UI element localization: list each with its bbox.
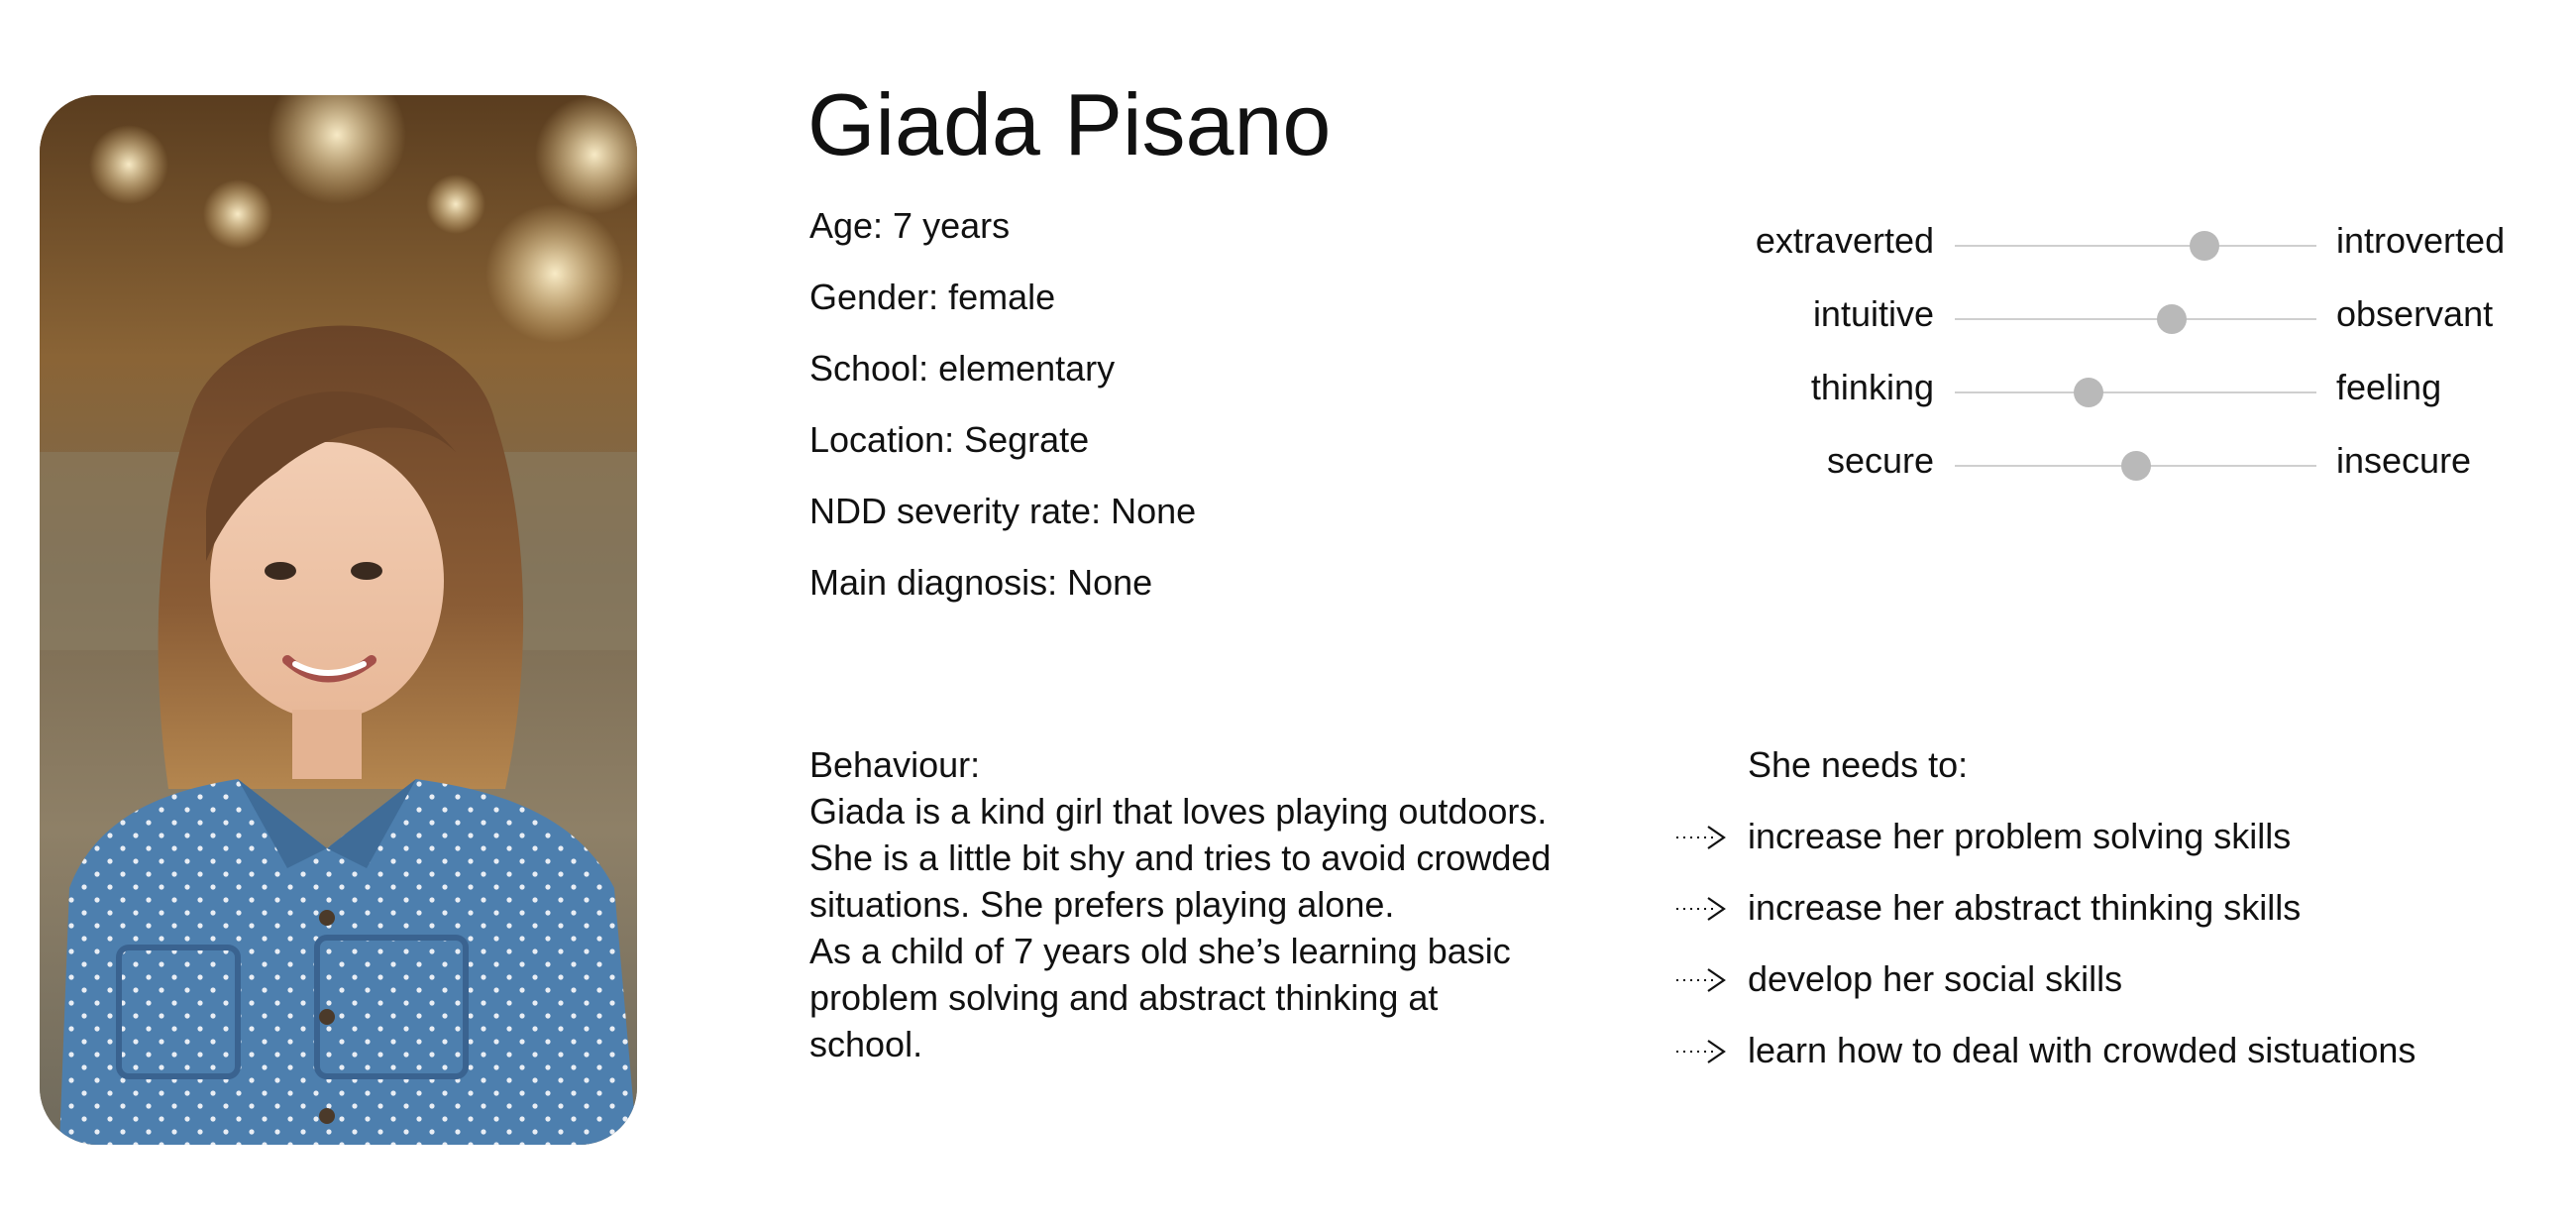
trait-left-label: intuitive bbox=[1812, 293, 1934, 334]
trait-knob bbox=[2074, 378, 2103, 407]
trait-secure-insecure bbox=[1704, 430, 2536, 503]
fact-age: Age: 7 years bbox=[809, 205, 1011, 246]
dotted-arrow-icon bbox=[1674, 894, 1730, 924]
trait-track bbox=[1955, 318, 2316, 320]
trait-track bbox=[1955, 245, 2316, 247]
trait-track bbox=[1955, 391, 2316, 393]
behaviour-line: She is a little bit shy and tries to avoid crowded bbox=[809, 837, 1552, 878]
persona-photo-illustration bbox=[40, 95, 637, 1145]
behaviour-line: situations. She prefers playing alone. bbox=[809, 884, 1395, 925]
personality-traits bbox=[1704, 210, 2536, 503]
trait-track bbox=[1955, 465, 2316, 467]
persona-name: Giada Pisano bbox=[807, 75, 1332, 173]
behaviour-line: Giada is a kind girl that loves playing outdoors. bbox=[809, 791, 1548, 832]
needs-heading: She needs to: bbox=[1748, 744, 1969, 785]
trait-knob bbox=[2190, 231, 2219, 261]
fact-location: Location: Segrate bbox=[809, 419, 1090, 460]
behaviour-section bbox=[809, 741, 1602, 1067]
trait-knob bbox=[2121, 451, 2151, 481]
dotted-arrow-icon bbox=[1674, 965, 1730, 995]
trait-left-label: thinking bbox=[1810, 367, 1934, 407]
trait-left-label: extraverted bbox=[1755, 220, 1934, 261]
trait-thinking-feeling bbox=[1704, 357, 2536, 430]
need-text: develop her social skills bbox=[1748, 958, 2123, 999]
behaviour-line: school. bbox=[809, 1024, 923, 1064]
need-text: increase her abstract thinking skills bbox=[1748, 887, 2302, 928]
fact-diagnosis: Main diagnosis: None bbox=[809, 562, 1153, 603]
trait-knob bbox=[2157, 304, 2187, 334]
need-text: learn how to deal with crowded sistuations bbox=[1748, 1030, 2416, 1070]
trait-left-label: secure bbox=[1826, 440, 1934, 481]
persona-photo bbox=[40, 95, 637, 1145]
fact-school: School: elementary bbox=[809, 348, 1116, 389]
dotted-arrow-icon bbox=[1674, 823, 1730, 852]
behaviour-line: problem solving and abstract thinking at bbox=[809, 977, 1439, 1018]
persona-facts bbox=[809, 190, 1196, 618]
trait-right-label: observant bbox=[2336, 293, 2494, 334]
dotted-arrow-icon bbox=[1674, 1037, 1730, 1066]
fact-ndd-severity: NDD severity rate: None bbox=[809, 491, 1197, 531]
fact-gender: Gender: female bbox=[809, 277, 1056, 317]
trait-right-label: insecure bbox=[2336, 440, 2472, 481]
trait-right-label: introverted bbox=[2336, 220, 2506, 261]
behaviour-heading: Behaviour: bbox=[809, 744, 981, 785]
trait-intuitive-observant bbox=[1704, 283, 2536, 357]
trait-right-label: feeling bbox=[2336, 367, 2442, 407]
need-text: increase her problem solving skills bbox=[1748, 816, 2292, 856]
behaviour-line: As a child of 7 years old she’s learning basic bbox=[809, 931, 1511, 971]
trait-extraverted-introverted bbox=[1704, 210, 2536, 283]
